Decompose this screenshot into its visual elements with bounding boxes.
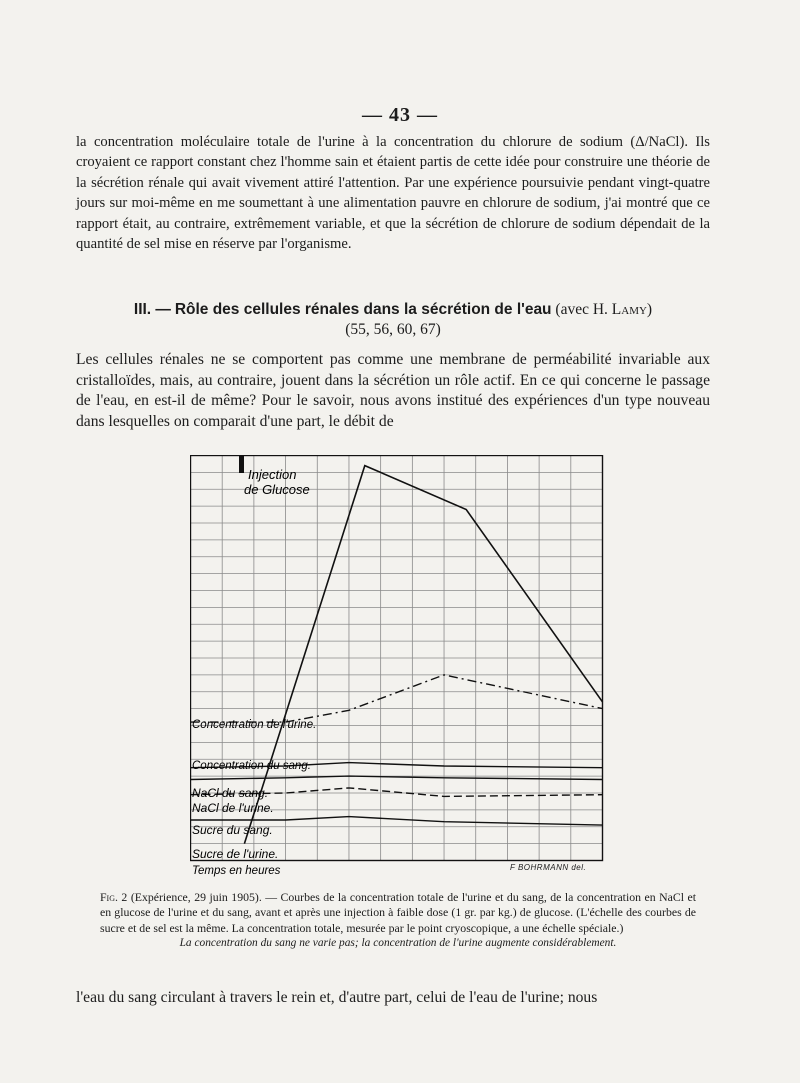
section-refs: (55, 56, 60, 67) <box>345 321 441 338</box>
figure-caption <box>100 890 696 952</box>
injection-marker <box>239 455 244 473</box>
label-sucre-urine: Sucre de l'urine. <box>192 847 279 861</box>
section-with-name: Lamy <box>611 301 647 318</box>
label-sucre-sang: Sucre du sang. <box>192 823 273 837</box>
caption-note: La concentration du sang ne varie pas; la concentration de l'urine augmente considérablement. <box>179 937 617 950</box>
series-line-2 <box>191 675 603 722</box>
caption-text: (Expérience, 29 juin 1905). — Courbes de la concentration totale de l'urine et du sang, de la concentration en NaCl et en glucose de l'urine et du sang, avant et après une injection à faible dose (1 gr. par kg.) de glucose. (L'échelle des courbes de sucre et de sel est la même. La concentration totale, mesurée par le point cryoscopique, a une échelle spéciale.) <box>100 890 696 935</box>
page-number: — 43 — <box>362 104 438 126</box>
section-number: III. — <box>133 301 171 318</box>
section-with-prefix: (avec H. <box>555 301 608 318</box>
section-title: Rôle des cellules rénales dans la sécrétion de l'eau <box>174 301 552 318</box>
series-line-4 <box>191 776 603 779</box>
chart-svg <box>190 455 604 878</box>
label-conc-sang: Concentration du sang. <box>192 760 311 772</box>
label-nacl-urine: NaCl de l'urine. <box>192 801 274 815</box>
figure-credit: F BOHRMANN del. <box>510 863 587 872</box>
caption-fig-label: Fig. 2 <box>100 890 128 904</box>
paragraph-2: Les cellules rénales ne se comportent pas comme une membrane de perméabilité invariable aux cristalloïdes, mais, au contraire, jouent dans la sécrétion un rôle actif. En ce qui concerne le passage de l'eau, en est-il de même? Pour le savoir, nous avons institué des expériences d'un type nouveau dans lesquelles on comparait d'une part, le débit de <box>76 351 710 430</box>
label-nacl-sang: NaCl du sang. <box>192 786 269 800</box>
paragraph-3: l'eau du sang circulant à travers le rein et, d'autre part, celui de l'eau de l'urine; nous <box>76 989 598 1006</box>
injection-label-line1: Injection <box>248 467 297 482</box>
paragraph-1: la concentration moléculaire totale de l'urine à la concentration du chlorure de sodium (Δ/NaCl). Ils croyaient ce rapport constant chez l'homme sain et étaient partis de cette idée pour construire une théorie de la sécrétion rénale qui avait vivement attiré l'attention. Par une expérience poursuivie pendant vingt-quatre jours sur moi-même en me soumettant à une alimentation pauvre en chlorure de sodium, j'ai montré que ce rapport était, au contraire, extrêmement variable, et que la sécrétion de chlorure de sodium dépendait de la quantité de sel mise en réserve par l'organisme. <box>76 134 710 253</box>
label-x-axis: Temps en heures <box>192 865 281 877</box>
series-line-1 <box>244 466 602 844</box>
section-with-suffix: ) <box>646 301 653 318</box>
label-conc-urine: Concentration de l'urine. <box>192 719 317 731</box>
section-heading <box>76 300 710 340</box>
injection-label-line2: de Glucose <box>244 482 310 497</box>
chart-figure <box>190 455 604 878</box>
